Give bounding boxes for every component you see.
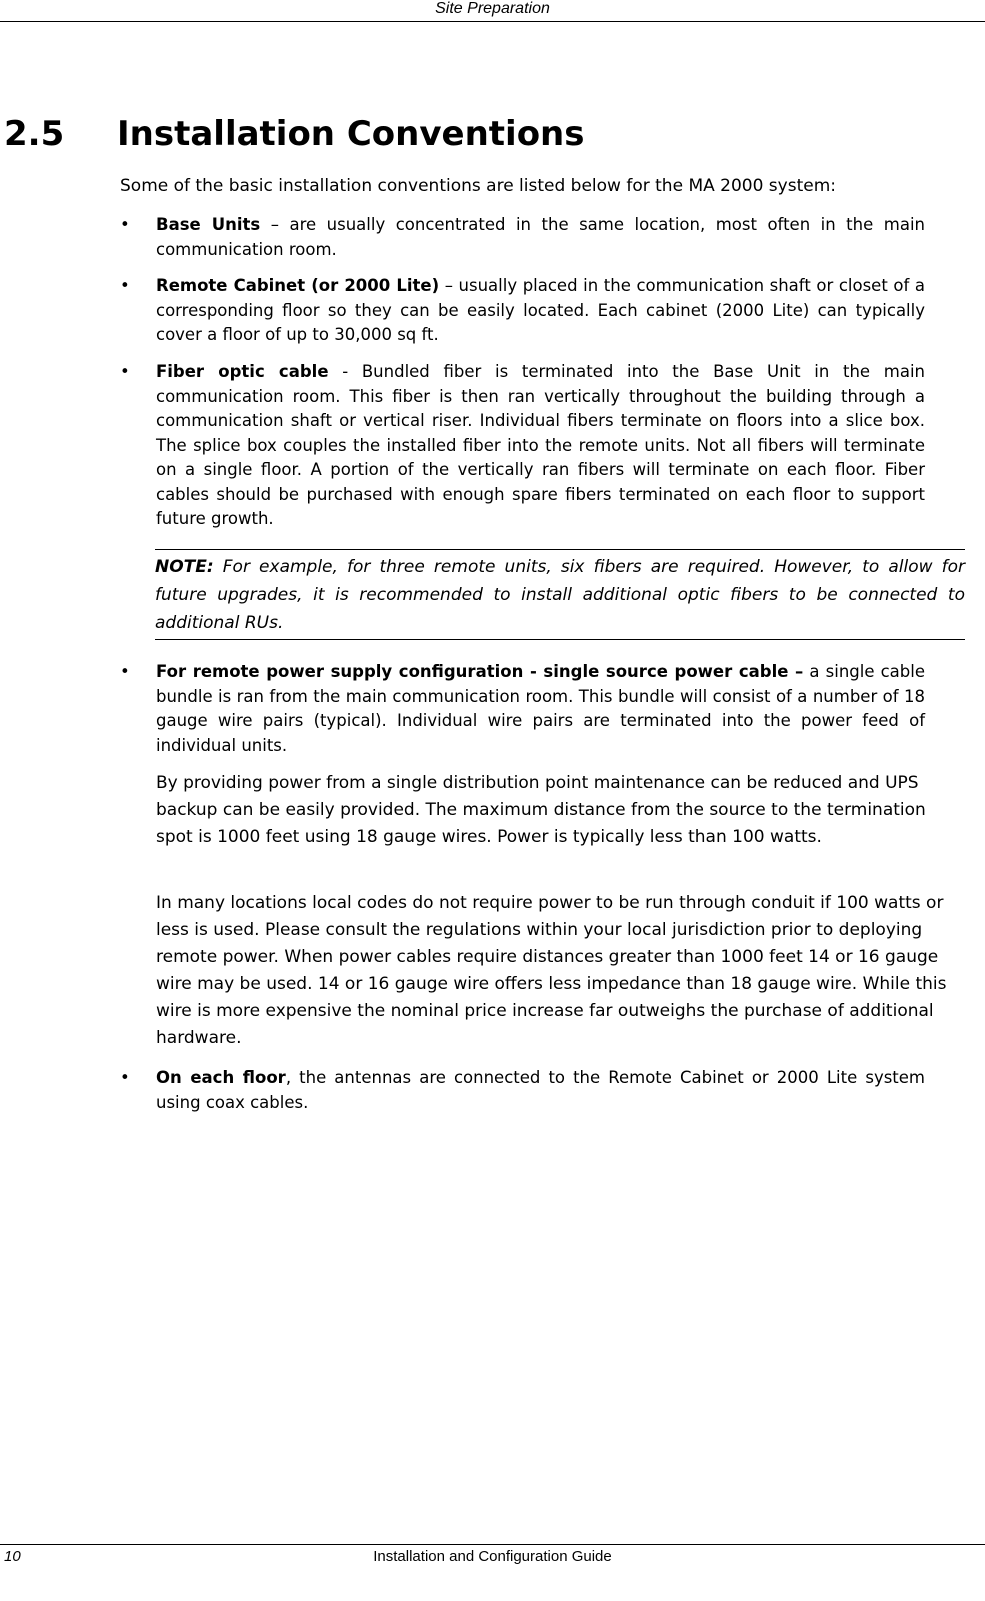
bullet-list-5 bbox=[0, 1066, 985, 1115]
section-title: Installation Conventions bbox=[117, 114, 585, 154]
bullet-icon: • bbox=[120, 362, 130, 381]
footer-title: Installation and Configuration Guide bbox=[373, 1548, 612, 1565]
list-item bbox=[0, 660, 985, 758]
section-number: 2.5 bbox=[4, 114, 65, 154]
bullet-icon: • bbox=[120, 276, 130, 295]
bullet-icon: • bbox=[120, 1068, 130, 1087]
power-paragraph-1: By providing power from a single distribution point maintenance can be reduced and UPS backup can be easily provided. The maximum distance from the source to the termination spot is 1000 feet using 18 gauge wires. Power is typically less than 100 watts. bbox=[156, 773, 926, 847]
item-text: – are usually concentrated in the same location, most often in the main communication room. bbox=[156, 215, 925, 259]
item-text: , the antennas are connected to the Remote Cabinet or 2000 Lite system using coax cables. bbox=[156, 1068, 925, 1112]
note-box bbox=[155, 549, 965, 640]
item-text: a single cable bundle is ran from the main communication room. This bundle will consist of a number of 18 gauge wire pairs (typical). Individual wire pairs are terminated into the power feed of individual units. bbox=[156, 662, 925, 755]
item-term: Base Units bbox=[156, 215, 261, 234]
list-item bbox=[0, 1066, 985, 1115]
bullet-list-3 bbox=[0, 360, 985, 532]
power-paragraph-2: In many locations local codes do not require power to be run through conduit if 100 watts or less is used. Please consult the regulations within your local jurisdiction prior to deploying remote power. When power cables require distances greater than 1000 feet 14 or 16 gauge wire may be used. 14 or 16 gauge wire offers less impedance than 18 gauge wire. While this wire is more expensive the nominal price increase far outweighs the purchase of additional hardware. bbox=[156, 893, 947, 1048]
intro-text: Some of the basic installation conventions are listed below for the MA 2000 system: bbox=[120, 176, 836, 196]
bullet-icon: • bbox=[120, 662, 130, 681]
bullet-icon: • bbox=[120, 215, 130, 234]
page-header bbox=[0, 0, 985, 22]
list-item bbox=[0, 360, 985, 532]
bullet-list-1 bbox=[0, 213, 985, 262]
note-label: NOTE: bbox=[155, 557, 214, 577]
note-text: For example, for three remote units, six fibers are required. However, to allow for future upgrades, it is recommended to install additional optic fibers to be connected to additional RUs. bbox=[155, 557, 965, 633]
bullet-list-4 bbox=[0, 660, 985, 758]
list-item bbox=[0, 274, 985, 348]
item-term: Fiber optic cable bbox=[156, 362, 329, 381]
item-text: - Bundled fiber is terminated into the Base Unit in the main communication room. This fiber is then ran vertically throughout the building through a communication shaft or vertical riser. Individual fibers terminate on floors into a slice box. The splice box couples the installed fiber into the remote units. Not all fibers will terminate on a single floor. A portion of the vertically ran fibers will terminate on each floor. Fiber cables should be purchased with enough spare fibers terminated on each floor to support future growth. bbox=[156, 362, 925, 528]
item-text: – usually placed in the communication shaft or closet of a corresponding floor so they can be easily located. Each cabinet (2000 Lite) can typically cover a floor of up to 30,000 sq ft. bbox=[156, 276, 925, 344]
footer-divider bbox=[0, 1544, 985, 1545]
list-item bbox=[0, 213, 985, 262]
header-title: Site Preparation bbox=[435, 0, 550, 17]
footer-page-number: 10 bbox=[4, 1548, 21, 1565]
item-term: On each floor bbox=[156, 1068, 286, 1087]
bullet-list-2 bbox=[0, 274, 985, 348]
item-term: For remote power supply configuration - single source power cable – bbox=[156, 662, 804, 681]
item-term: Remote Cabinet (or 2000 Lite) bbox=[156, 276, 440, 295]
